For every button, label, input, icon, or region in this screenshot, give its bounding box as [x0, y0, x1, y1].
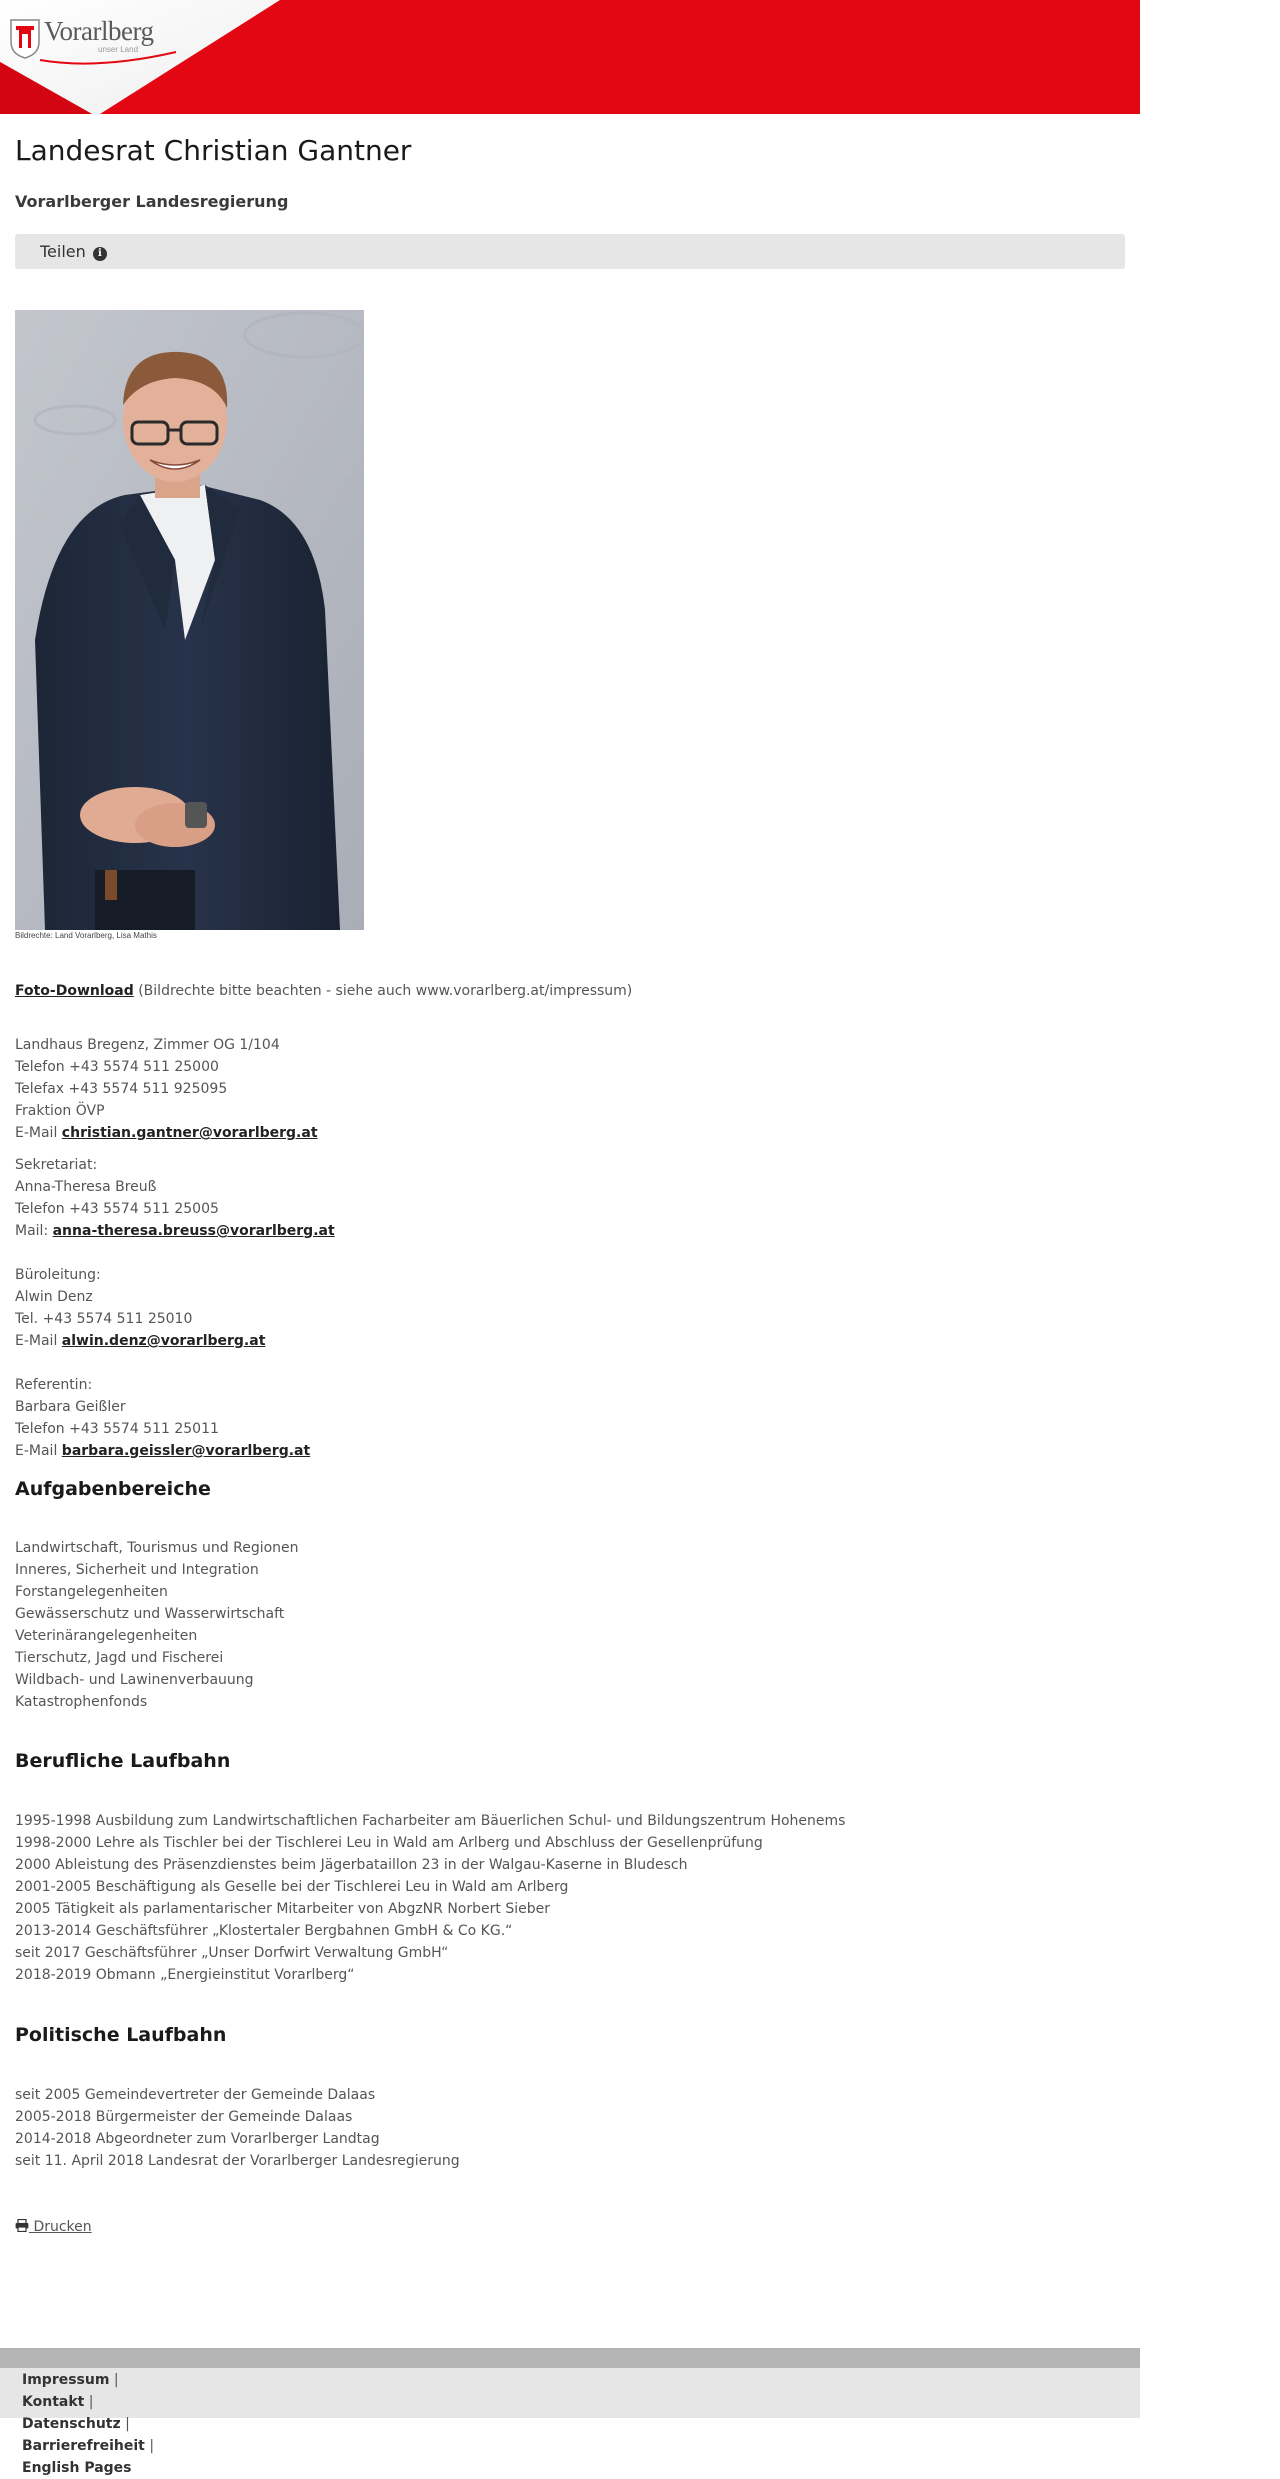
list-item: Wildbach- und Lawinenverbauung: [15, 1672, 254, 1688]
portrait-photo: [15, 310, 364, 930]
page-subtitle: Vorarlberger Landesregierung: [15, 192, 289, 211]
responsibilities-heading: Aufgabenbereiche: [15, 1478, 211, 1500]
secretariat-name: Anna-Theresa Breuß: [15, 1179, 157, 1195]
site-footer: [0, 2368, 1140, 2418]
advisor-email-row: [15, 1440, 310, 1462]
secretariat-email-row: [15, 1220, 335, 1242]
advisor-email-prefix: E-Mail: [15, 1443, 58, 1459]
footer-separator: |: [88, 2394, 94, 2410]
info-icon: i: [93, 247, 107, 261]
footer-link-kontakt[interactable]: Kontakt: [22, 2394, 85, 2410]
advisor-phone: Telefon +43 5574 511 25011: [15, 1421, 219, 1437]
list-item: Katastrophenfonds: [15, 1694, 148, 1710]
list-item: 2018-2019 Obmann „Energieinstitut Vorarlberg“: [15, 1967, 355, 1983]
secretariat-email-prefix: Mail:: [15, 1223, 49, 1239]
share-label: Teilen: [40, 242, 86, 261]
footer-link-barrierefreiheit[interactable]: Barrierefreiheit: [22, 2438, 145, 2454]
fax-number: Telefax +43 5574 511 925095: [15, 1081, 228, 1097]
list-item: 2005 Tätigkeit als parlamentarischer Mitarbeiter von AbgzNR Norbert Sieber: [15, 1901, 550, 1917]
list-item: 2014-2018 Abgeordneter zum Vorarlberger Landtag: [15, 2131, 380, 2147]
office-management-email-prefix: E-Mail: [15, 1333, 58, 1349]
advisor-name: Barbara Geißler: [15, 1399, 126, 1415]
phone-number: Telefon +43 5574 511 25000: [15, 1059, 219, 1075]
footer-top-bar: [0, 2348, 1140, 2368]
office-management-name: Alwin Denz: [15, 1289, 93, 1305]
site-header: [0, 0, 1140, 114]
footer-link-impressum[interactable]: Impressum: [22, 2372, 110, 2388]
advisor-heading: Referentin:: [15, 1377, 93, 1393]
footer-link-datenschutz[interactable]: Datenschutz: [22, 2416, 121, 2432]
secretariat-block: [15, 1154, 335, 1242]
logo-swoosh: [38, 48, 178, 68]
footer-item: [22, 2391, 154, 2413]
list-item: 2001-2005 Beschäftigung als Geselle bei der Tischlerei Leu in Wald am Arlberg: [15, 1879, 569, 1895]
advisor-email-link[interactable]: barbara.geissler@vorarlberg.at: [61, 1443, 311, 1459]
list-item: Tierschutz, Jagd und Fischerei: [15, 1650, 224, 1666]
secretariat-heading: Sekretariat:: [15, 1157, 98, 1173]
list-item: Forstangelegenheiten: [15, 1584, 168, 1600]
list-item: 1998-2000 Lehre als Tischler bei der Tischlerei Leu in Wald am Arlberg und Abschluss der Gesellenprüfung: [15, 1835, 763, 1851]
photo-credit: Bildrechte: Land Vorarlberg, Lisa Mathis: [15, 931, 157, 940]
career-list: [15, 1810, 845, 1986]
footer-links: [22, 2369, 154, 2479]
share-bar: [15, 234, 1125, 269]
list-item: Gewässerschutz und Wasserwirtschaft: [15, 1606, 285, 1622]
politics-list: [15, 2084, 460, 2172]
list-item: Veterinärangelegenheiten: [15, 1628, 198, 1644]
office-management-heading: Büroleitung:: [15, 1267, 101, 1283]
contact-block: [15, 1034, 318, 1144]
printer-icon: [15, 2219, 29, 2232]
footer-item: [22, 2369, 154, 2391]
coat-of-arms-icon: [8, 16, 42, 60]
footer-item: [22, 2413, 154, 2435]
portrait-illustration: [15, 310, 364, 930]
footer-link-english-pages[interactable]: English Pages: [22, 2460, 132, 2476]
list-item: 2000 Ableistung des Präsenzdienstes beim Jägerbataillon 23 in der Walgau-Kaserne in Bludesch: [15, 1857, 688, 1873]
list-item: 1995-1998 Ausbildung zum Landwirtschaftlichen Facharbeiter am Bäuerlichen Schul- und Bildungszentrum Hohenems: [15, 1813, 846, 1829]
list-item: Landwirtschaft, Tourismus und Regionen: [15, 1540, 299, 1556]
footer-separator: |: [149, 2438, 155, 2454]
email-row: [15, 1122, 318, 1144]
career-heading: Berufliche Laufbahn: [15, 1750, 231, 1772]
secretariat-phone: Telefon +43 5574 511 25005: [15, 1201, 219, 1217]
list-item: Inneres, Sicherheit und Integration: [15, 1562, 259, 1578]
footer-separator: |: [113, 2372, 119, 2388]
list-item: seit 2017 Geschäftsführer „Unser Dorfwirt Verwaltung GmbH“: [15, 1945, 449, 1961]
logo-tagline: unser Land: [98, 45, 139, 54]
vorarlberg-logo[interactable]: [8, 12, 178, 62]
advisor-block: [15, 1374, 310, 1462]
politics-heading: Politische Laufbahn: [15, 2024, 227, 2046]
office-management-email-link[interactable]: alwin.denz@vorarlberg.at: [61, 1333, 266, 1349]
office-management-email-row: [15, 1330, 265, 1352]
share-button[interactable]: [40, 242, 107, 261]
office-management-phone: Tel. +43 5574 511 25010: [15, 1311, 193, 1327]
photo-download-link[interactable]: Foto-Download: [15, 983, 134, 999]
responsibilities-list: [15, 1537, 299, 1713]
print-button[interactable]: [15, 2219, 92, 2235]
email-link[interactable]: christian.gantner@vorarlberg.at: [61, 1125, 318, 1141]
page-title: Landesrat Christian Gantner: [15, 134, 412, 167]
logo-wordmark: Vorarlberg: [44, 16, 154, 46]
email-prefix: E-Mail: [15, 1125, 58, 1141]
faction: Fraktion ÖVP: [15, 1103, 105, 1119]
print-label: Drucken: [33, 2219, 92, 2235]
list-item: 2013-2014 Geschäftsführer „Klostertaler Bergbahnen GmbH & Co KG.“: [15, 1923, 513, 1939]
photo-download-note: (Bildrechte bitte beachten - siehe auch www.vorarlberg.at/impressum): [138, 983, 633, 999]
footer-item: [22, 2435, 154, 2457]
footer-separator: |: [125, 2416, 130, 2432]
footer-item: [22, 2457, 154, 2479]
list-item: 2005-2018 Bürgermeister der Gemeinde Dalaas: [15, 2109, 353, 2125]
list-item: seit 11. April 2018 Landesrat der Vorarlberger Landesregierung: [15, 2153, 460, 2169]
photo-download: [15, 980, 632, 1002]
list-item: seit 2005 Gemeindevertreter der Gemeinde Dalaas: [15, 2087, 376, 2103]
office-management-block: [15, 1264, 265, 1352]
secretariat-email-link[interactable]: anna-theresa.breuss@vorarlberg.at: [52, 1223, 335, 1239]
office-address: Landhaus Bregenz, Zimmer OG 1/104: [15, 1037, 280, 1053]
